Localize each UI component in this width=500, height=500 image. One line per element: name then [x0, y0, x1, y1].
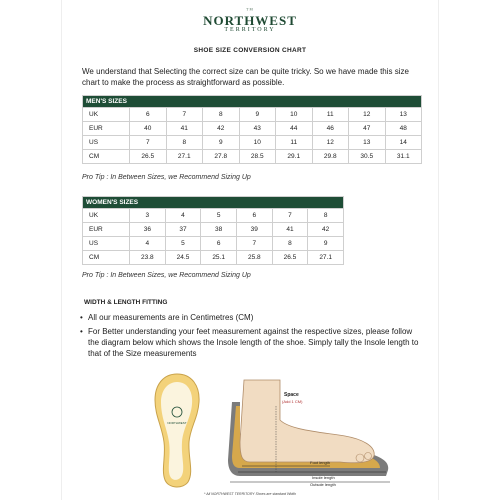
size-cell: 43 — [239, 122, 276, 136]
bullet-icon: • — [80, 313, 83, 322]
footnote: * All NORTHWEST TERRITORY Shoes are standard Width — [204, 492, 296, 496]
row-label: CM — [83, 150, 130, 164]
foot-length-diagram — [210, 372, 410, 487]
pro-tip-mens: Pro Tip : In Between Sizes, we Recommend Sizing Up — [82, 174, 251, 181]
size-cell: 9 — [308, 237, 344, 251]
intro-text: We understand that Selecting the correct size can be quite tricky. So we have made this size chart to make the process as straightforward as possible. — [82, 67, 409, 87]
row-label: US — [83, 136, 130, 150]
size-cell: 9 — [239, 108, 276, 122]
brand-sub: TERRITORY — [224, 27, 276, 33]
size-cell: 13 — [349, 136, 386, 150]
size-cell: 44 — [276, 122, 313, 136]
size-chart-page — [62, 0, 438, 500]
brand-logo — [62, 8, 438, 33]
row-label: UK — [83, 209, 130, 223]
row-label: EUR — [83, 223, 130, 237]
size-cell: 47 — [349, 122, 386, 136]
size-cell: 5 — [165, 237, 201, 251]
size-cell: 27.1 — [166, 150, 203, 164]
insole-illustration — [152, 372, 202, 490]
brand-name: NORTHWEST — [203, 13, 297, 28]
outsole-length-label: Outsole length — [310, 482, 336, 487]
size-cell: 7 — [236, 237, 272, 251]
size-cell: 4 — [130, 237, 166, 251]
size-cell: 12 — [312, 136, 349, 150]
size-cell: 7 — [272, 209, 308, 223]
size-cell: 7 — [130, 136, 167, 150]
bullet-text: All our measurements are in Centimetres (CM) — [88, 313, 254, 322]
size-cell: 14 — [385, 136, 422, 150]
bullet-icon: • — [80, 327, 83, 336]
size-cell: 42 — [308, 223, 344, 237]
size-cell: 38 — [201, 223, 237, 237]
space-label: Space — [284, 392, 299, 398]
row-label: EUR — [83, 122, 130, 136]
table-heading: MEN'S SIZES — [83, 96, 422, 108]
size-cell: 8 — [203, 108, 240, 122]
table-row — [83, 108, 422, 122]
size-cell: 10 — [276, 108, 313, 122]
size-cell: 23.8 — [130, 251, 166, 265]
size-cell: 31.1 — [385, 150, 422, 164]
table-row — [83, 122, 422, 136]
space-note: (Add 1 CM) — [282, 399, 303, 404]
foot-length-label: Foot length — [310, 460, 331, 465]
table-row — [83, 237, 344, 251]
size-cell: 26.5 — [272, 251, 308, 265]
table-heading: WOMEN'S SIZES — [83, 197, 344, 209]
brand-arc: ᵀᴹ — [246, 8, 254, 14]
size-cell: 29.8 — [312, 150, 349, 164]
size-cell: 5 — [201, 209, 237, 223]
table-row — [83, 251, 344, 265]
size-cell: 25.8 — [236, 251, 272, 265]
table-row — [83, 223, 344, 237]
bullet-measurements — [80, 312, 425, 323]
size-cell: 24.5 — [165, 251, 201, 265]
toe-icon — [365, 453, 372, 460]
row-label: UK — [83, 108, 130, 122]
size-cell: 41 — [272, 223, 308, 237]
size-cell: 30.5 — [349, 150, 386, 164]
size-cell: 27.1 — [308, 251, 344, 265]
size-cell: 41 — [166, 122, 203, 136]
size-cell: 13 — [385, 108, 422, 122]
row-label: US — [83, 237, 130, 251]
bullet-text: For Better understanding your feet measurement against the respective sizes, please follow the diagram below which shows the Insole length of the shoe. Simply tally the Insole length to that of the Size measurements — [88, 327, 419, 358]
size-cell: 10 — [239, 136, 276, 150]
size-cell: 11 — [312, 108, 349, 122]
size-cell: 7 — [166, 108, 203, 122]
size-cell: 37 — [165, 223, 201, 237]
size-cell: 42 — [203, 122, 240, 136]
width-length-title: WIDTH & LENGTH FITTING — [84, 299, 168, 306]
size-cell: 36 — [130, 223, 166, 237]
insole-length-label: Insole length — [312, 475, 335, 480]
size-cell: 48 — [385, 122, 422, 136]
size-cell: 3 — [130, 209, 166, 223]
size-cell: 4 — [165, 209, 201, 223]
womens-size-table — [82, 196, 344, 265]
foot-shape — [240, 380, 374, 463]
insole-brand-text: NORTHWEST — [167, 421, 187, 425]
bullet-diagram-note — [80, 326, 425, 359]
size-cell: 6 — [201, 237, 237, 251]
size-cell: 46 — [312, 122, 349, 136]
table-row — [83, 150, 422, 164]
size-cell: 39 — [236, 223, 272, 237]
mens-size-table — [82, 95, 422, 164]
table-row — [83, 136, 422, 150]
size-cell: 40 — [130, 122, 167, 136]
size-cell: 25.1 — [201, 251, 237, 265]
pro-tip-womens: Pro Tip : In Between Sizes, we Recommend Sizing Up — [82, 272, 251, 279]
size-cell: 12 — [349, 108, 386, 122]
size-cell: 28.5 — [239, 150, 276, 164]
row-label: CM — [83, 251, 130, 265]
table-row — [83, 209, 344, 223]
size-cell: 6 — [130, 108, 167, 122]
size-cell: 29.1 — [276, 150, 313, 164]
toe-icon — [356, 454, 364, 462]
size-cell: 8 — [308, 209, 344, 223]
size-cell: 8 — [166, 136, 203, 150]
size-cell: 11 — [276, 136, 313, 150]
size-cell: 9 — [203, 136, 240, 150]
page-title: SHOE SIZE CONVERSION CHART — [193, 47, 307, 54]
size-cell: 8 — [272, 237, 308, 251]
size-cell: 6 — [236, 209, 272, 223]
size-cell: 27.8 — [203, 150, 240, 164]
size-cell: 26.5 — [130, 150, 167, 164]
